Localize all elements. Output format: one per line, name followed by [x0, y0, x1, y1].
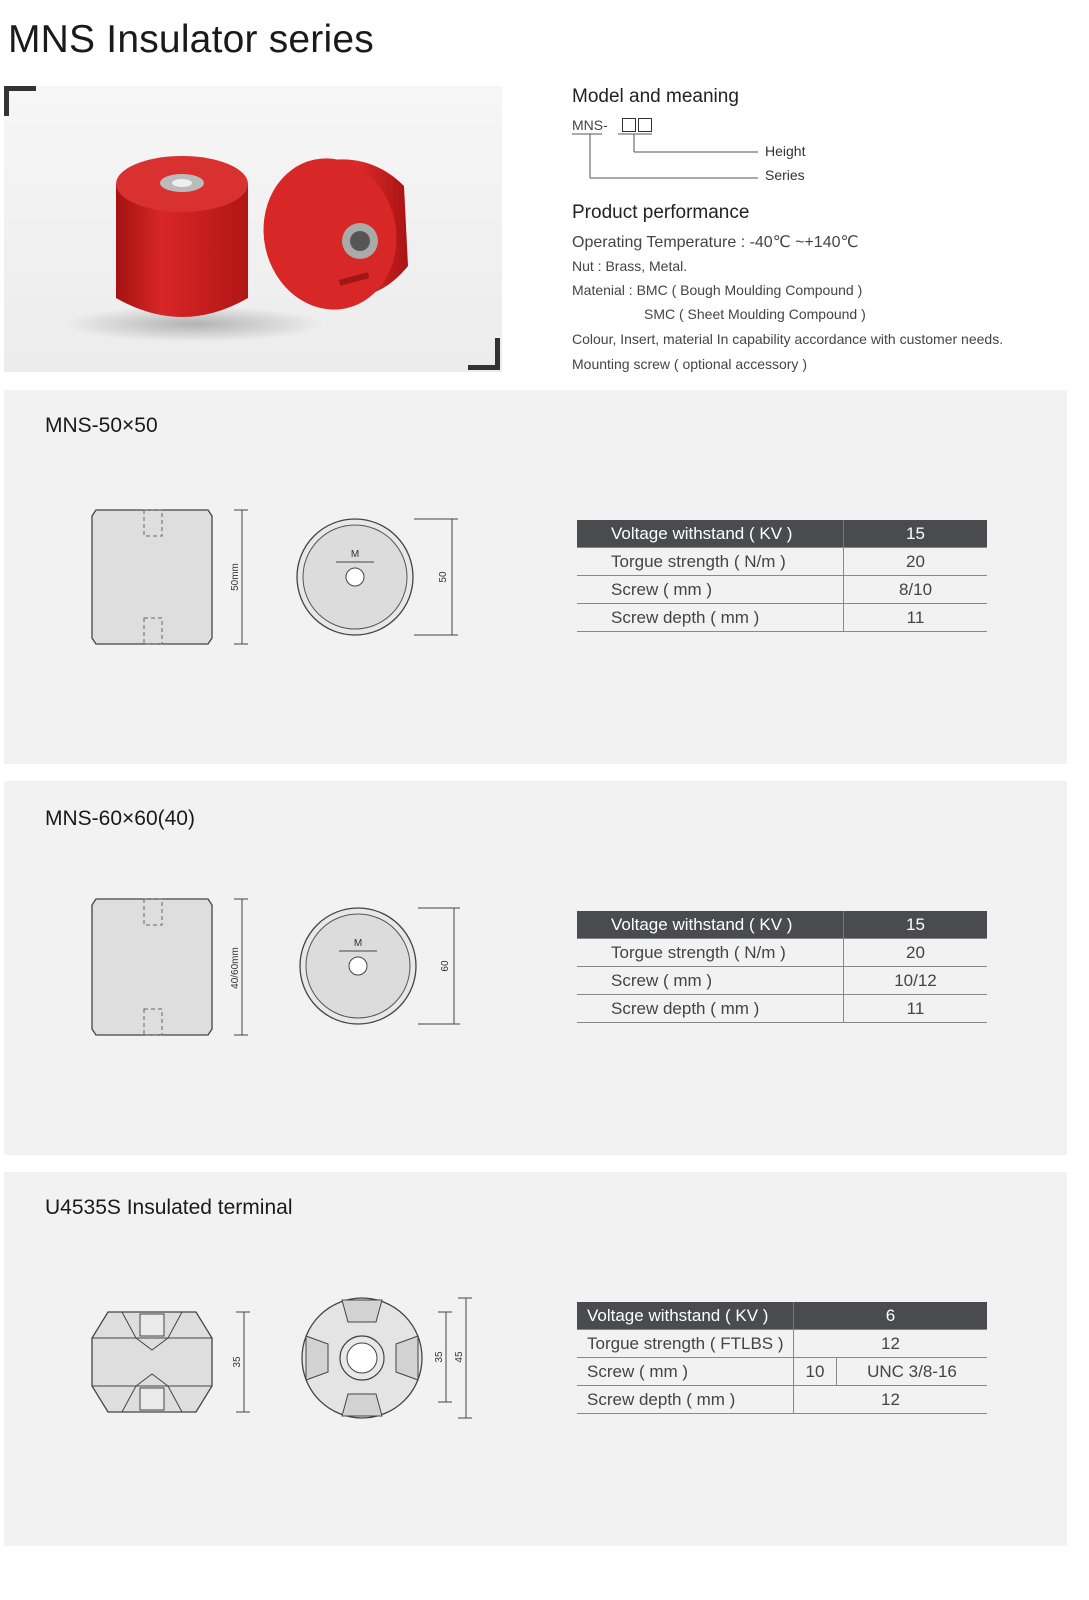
mns-60x60-drawing — [84, 893, 474, 1043]
spec-table — [577, 911, 987, 1023]
table-row — [577, 995, 987, 1023]
product-name: MNS-60×60(40) — [45, 807, 195, 830]
top-dimension-label: 60 — [440, 960, 451, 972]
side-dimension-label: 50mm — [230, 563, 241, 591]
table-row — [577, 1330, 987, 1358]
model-meaning-heading: Model and meaning — [572, 86, 739, 107]
spec-value: 11 — [844, 995, 988, 1023]
side-dimension-label: 40/60mm — [230, 947, 241, 989]
height-label: Height — [765, 143, 806, 159]
spec-value: 12 — [794, 1386, 988, 1414]
inner-dimension-label: 35 — [434, 1351, 445, 1363]
product-name: U4535S Insulated terminal — [45, 1196, 293, 1219]
performance-nut: Nut : Brass, Metal. — [572, 258, 688, 274]
spec-label: Voltage withstand ( KV ) — [577, 1302, 794, 1330]
thread-mark-label: M — [353, 938, 363, 949]
spec-value: 12 — [794, 1330, 988, 1358]
spec-value: 10/12 — [844, 967, 988, 995]
model-code: MNS- — [572, 117, 608, 133]
spec-value: 15 — [844, 520, 988, 548]
performance-heading: Product performance — [572, 202, 750, 223]
spec-table — [577, 1302, 987, 1414]
spec-value: 10 — [794, 1358, 837, 1386]
spec-label: Voltage withstand ( KV ) — [577, 520, 844, 548]
product-photo — [4, 86, 502, 372]
page-title: MNS Insulator series — [8, 18, 374, 61]
performance-material-smc: SMC ( Sheet Moulding Compound ) — [644, 306, 866, 322]
table-row — [577, 1302, 987, 1330]
photo-corner-bottom-right — [468, 338, 500, 370]
spec-label: Torgue strength ( N/m ) — [577, 548, 844, 576]
spec-value: 6 — [794, 1302, 988, 1330]
table-row — [577, 967, 987, 995]
spec-value: 8/10 — [844, 576, 988, 604]
performance-temperature: Operating Temperature : -40℃ ~+140℃ — [572, 234, 859, 251]
table-row — [577, 520, 987, 548]
product-panel-u4535s — [4, 1172, 1067, 1546]
thread-mark-label: M — [350, 549, 360, 560]
spec-label: Screw ( mm ) — [577, 576, 844, 604]
performance-material-bmc: Matenial : BMC ( Bough Moulding Compound ) — [572, 282, 863, 298]
spec-label: Torgue strength ( FTLBS ) — [577, 1330, 794, 1358]
spec-label: Torgue strength ( N/m ) — [577, 939, 844, 967]
model-meaning-leader-lines — [572, 128, 762, 180]
photo-corner-top-left — [4, 86, 36, 116]
insulator-photo-illustration — [4, 86, 502, 372]
u4535s-drawing — [84, 1292, 484, 1432]
table-row — [577, 576, 987, 604]
side-dimension-label: 35 — [232, 1356, 243, 1368]
product-panel-mns-60x60 — [4, 781, 1067, 1155]
table-row — [577, 604, 987, 632]
table-row — [577, 911, 987, 939]
spec-label: Screw depth ( mm ) — [577, 995, 844, 1023]
product-name: MNS-50×50 — [45, 414, 158, 437]
spec-label: Screw depth ( mm ) — [577, 1386, 794, 1414]
spec-value: 15 — [844, 911, 988, 939]
table-row — [577, 1386, 987, 1414]
series-label: Series — [765, 167, 805, 183]
product-panel-mns-50x50 — [4, 390, 1067, 764]
table-row — [577, 939, 987, 967]
performance-customization: Colour, Insert, material In capability accordance with customer needs. — [572, 331, 1004, 347]
spec-label: Screw ( mm ) — [577, 967, 844, 995]
top-dimension-label: 50 — [438, 571, 449, 583]
table-row — [577, 548, 987, 576]
spec-label: Screw depth ( mm ) — [577, 604, 844, 632]
table-row — [577, 1358, 987, 1386]
spec-label: Screw ( mm ) — [577, 1358, 794, 1386]
performance-mounting-screw: Mounting screw ( optional accessory ) — [572, 356, 807, 372]
spec-label: Voltage withstand ( KV ) — [577, 911, 844, 939]
spec-value: 20 — [844, 939, 988, 967]
outer-dimension-label: 45 — [454, 1351, 465, 1363]
spec-value: 20 — [844, 548, 988, 576]
spec-table — [577, 520, 987, 632]
spec-value: UNC 3/8-16 — [837, 1358, 988, 1386]
mns-50x50-drawing — [84, 502, 474, 652]
spec-value: 11 — [844, 604, 988, 632]
